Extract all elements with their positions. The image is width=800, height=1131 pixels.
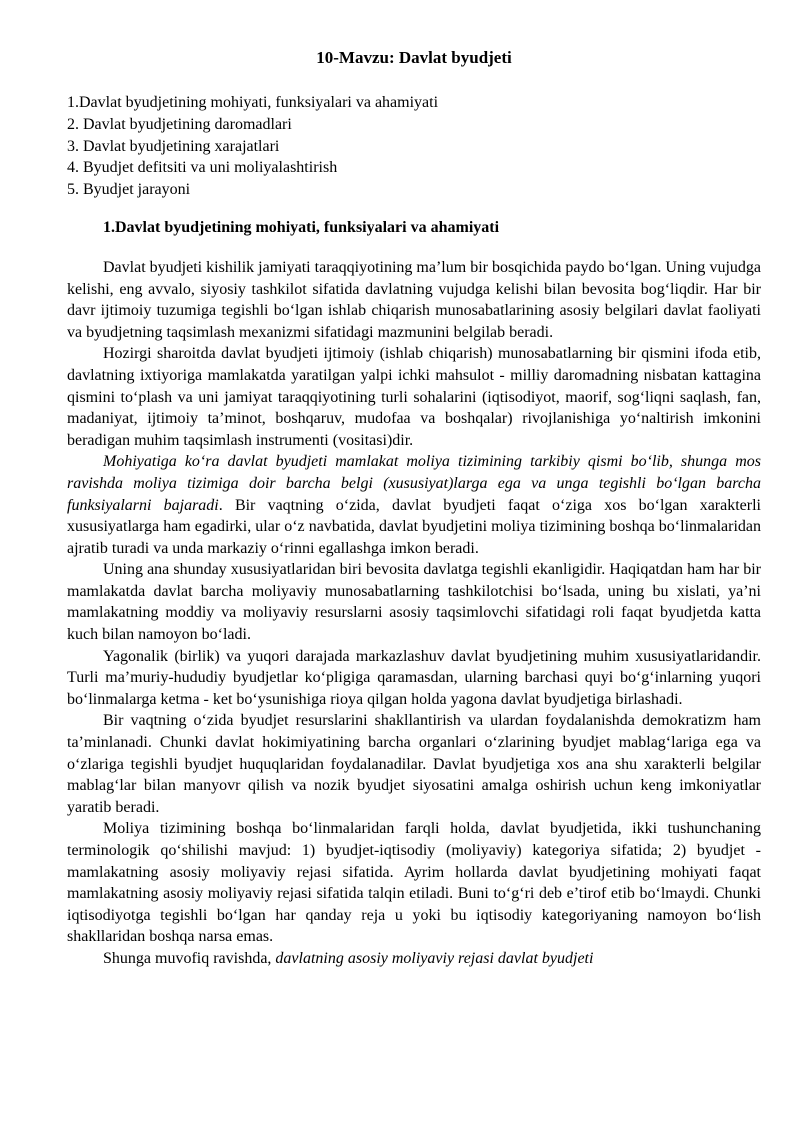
paragraph-7: Moliya tizimining boshqa bo‘linmalaridan farqli holda, davlat byudjetida, ikki tushunchaning terminologik qo‘shilishi mavjud: 1) byudjet-iqtisodiy (moliyaviy) kategoriya sifatida; 2) byudjet - mamlakatning asosiy moliyaviy rejasi sifatida. Ayrim hollarda davlat byudjetining mohiyati faqat mamlakatning asosiy moliyaviy rejasi sifatida talqin etiladi. Buni to‘g‘ri deb e’tirof etib bo‘lmaydi. Chunki iqtisodiyotga tegishli bo‘lgan har qanday reja u yoki bu iqtisodiy kategoriyaning namoyon bo‘lish shakllaridan boshqa narsa emas.: [67, 820, 761, 946]
paragraph-8-text: Shunga muvofiq ravishda,: [103, 949, 276, 967]
outline-item-1: 1.Davlat byudjetining mohiyati, funksiyalari va ahamiyati: [67, 94, 439, 111]
section-heading: 1.Davlat byudjetining mohiyati, funksiyalari va ahamiyati: [103, 218, 500, 236]
document-page: [67, 48, 761, 970]
paragraph-6: Bir vaqtning o‘zida byudjet resurslarini shakllantirish va ulardan foydalanishda demokratizm ham ta’minlanadi. Chunki davlat hokimiyatining barcha organlari o‘zlarining byudjet mablag‘lariga ega va o‘zlariga tegishli byudjet huquqlaridan foydalanadilar. Davlat byudjetiga xos ana shu xarakterli belgilar mablag‘lar bilan manyovr qilish va nozik byudjet siyosatini amalga oshirish uchun keng imkoniyatlar yaratib beradi.: [67, 712, 761, 816]
paragraph-8: [67, 948, 761, 970]
topic-outline: [67, 92, 761, 201]
paragraph-8-italic: davlatning asosiy moliyaviy rejasi davlat byudjeti: [275, 949, 594, 967]
paragraph-2: Hozirgi sharoitda davlat byudjeti ijtimoiy (ishlab chiqarish) munosabatlarning bir qismini ifoda etib, davlatning ixtiyoriga mamlakatda yaratilgan yalpi ichki mahsulot - milliy daromadning nisbatan kattagina qismini to‘plash va uni jamiyat taraqqiyotining turli sohalarini (iqtisodiyot, maorif, sog‘liqni saqlash, fan, madaniyat, ijtimoiy ta’minot, boshqaruv, mudofaa va boshqalar) rivojlanishiga yo‘naltirish imkonini beradigan muhim taqsimlash instrumenti (vositasi)dir.: [67, 345, 761, 449]
paragraph-5: Yagonalik (birlik) va yuqori darajada markazlashuv davlat byudjetining muhim xususiyatlaridandir. Turli ma’muriy-hududiy byudjetlar ko‘pligiga qaramasdan, ularning barchasi quyi bo‘g‘inlarning yuqori bo‘linmalarga ketma - ket bo‘ysunishiga rioya qilgan holda yagona davlat byudjetiga birlashadi.: [67, 647, 761, 708]
paragraph-3: [67, 451, 761, 559]
outline-item-5: 5. Byudjet jarayoni: [67, 181, 191, 199]
outline-item-2: 2. Davlat byudjetining daromadlari: [67, 115, 292, 133]
paragraph-4: Uning ana shunday xususiyatlaridan biri bevosita davlatga tegishli ekanligidir. Haqiqatdan ham har bir mamlakatda davlat barcha moliyaviy munosabatlarning tashkilotchisi bo‘lsada, uning bu xislati, ya’ni mamlakatning moddiy va moliyaviy resurslarni asosiy taqsimlovchi sifatidagi roli faqat byudjetda katta kuch bilan namoyon bo‘ladi.: [67, 561, 761, 644]
paragraph-3-text: . Bir vaqtning o‘zida, davlat byudjeti faqat o‘ziga xos bo‘lgan xarakterli xususiyatlarga ham egadirki, ular o‘z navbatida, davlat byudjetini moliya tizimining boshqa bo‘linmalaridan ajratib turadi va unda markaziy o‘rinni egallashga imkon beradi.: [67, 496, 761, 557]
document-title: 10-Mavzu: Davlat byudjeti: [316, 48, 512, 67]
paragraph-1: Davlat byudjeti kishilik jamiyati taraqqiyotining ma’lum bir bosqichida paydo bo‘lgan. Uning vujudga kelishi, eng avvalo, siyosiy tashkilot sifatida davlatning vujudga kelishi bilan bevosita bog‘liqdir. Har bir davr ijtimoiy tuzumiga tegishli bo‘lgan ishlab chiqarish munosabatlarining asosiy belgilari davlat faoliyati va byudjetning taqsimlash mexanizmi sifatidagi mazmunini belgilab beradi.: [67, 258, 761, 341]
outline-item-3: 3. Davlat byudjetining xarajatlari: [67, 137, 280, 155]
outline-item-4: 4. Byudjet defitsiti va uni moliyalashtirish: [67, 159, 338, 177]
paragraph-3-italic: Mohiyatiga ko‘ra davlat byudjeti mamlakat moliya tizimining tarkibiy qismi bo‘lib, shunga mos ravishda moliya tizimiga doir barcha belgi (xususiyat)larga ega va unga tegishli bo‘lgan barcha funksiyalarni bajaradi: [67, 453, 761, 514]
